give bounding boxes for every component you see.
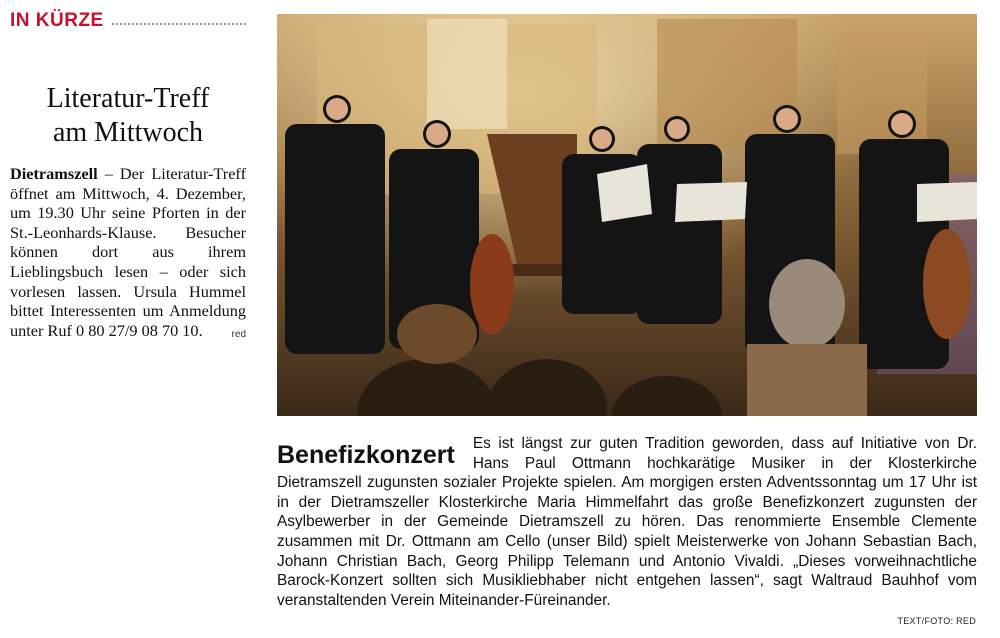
- photo-credit: TEXT/FOTO: RED: [897, 616, 976, 626]
- dotted-rule: [112, 23, 246, 25]
- brief-headline-line1: Literatur-Treff: [46, 83, 210, 114]
- article-body: Es ist längst zur guten Tradition geworden, dass auf Initiative von Dr. Hans Paul Ottmann hochkarätige Musiker in der Klosterkirche Dietramszell zugunsten sozialer Projekte spielen. Am morgigen ersten Adventssonntag um 17 Uhr ist in der Dietramszeller Klosterkirche Maria Himmelfahrt das große Benefizkonzert zugunsten der Asylbewerber in der Gemeinde Dietramszell zu hören. Das renommierte Ensemble Clemente zusammen mit Dr. Ottmann am Cello (unser Bild) spielt Meisterwerke von Johann Sebastian Bach, Johann Christian Bach, Georg Philipp Telemann und Antonio Vivaldi. „Dieses vorweihnachtliche Barock-Konzert sollten sich Musikliebhaber nicht entgehen lassen“, sagt Waltraud Bauhhof vom veranstaltenden Verein Miteinander-Füreinander.: [277, 435, 977, 609]
- brief-dateline: Dietramszell: [10, 164, 98, 183]
- brief-text: – Der Literatur-Treff öffnet am Mittwoch, 4. Dezember, um 19.30 Uhr seine Pforten in der St.-Leonhards-Klause. Besucher können dort aus ihrem Lieblingsbuch lesen – oder sich vorlesen lassen. Ursula Hummel bittet Interessenten um Anmeldung unter Ruf 0 80 27/9 08 70 10.: [10, 164, 246, 340]
- article: [277, 434, 977, 610]
- section-header: [10, 8, 246, 34]
- concert-photo: [277, 14, 977, 416]
- section-label: IN KÜRZE: [10, 10, 104, 31]
- brief-body: [10, 164, 246, 340]
- in-brief-column: [10, 8, 246, 344]
- brief-headline: [10, 82, 246, 150]
- brief-headline-line2: am Mittwoch: [52, 117, 204, 148]
- brief-credit: red: [231, 328, 246, 340]
- article-headline: Benefizkonzert: [277, 441, 455, 469]
